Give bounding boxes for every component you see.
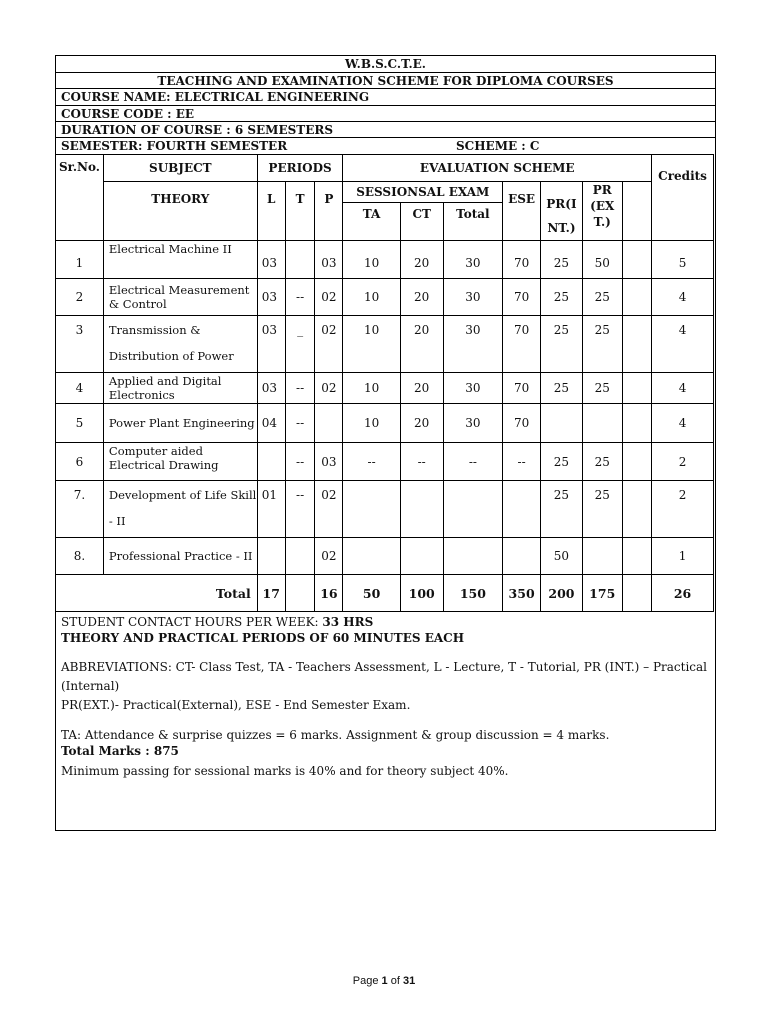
- table-row: [56, 404, 714, 443]
- row-credits: 4: [652, 316, 714, 373]
- row-l: 03: [257, 241, 285, 279]
- header-blank: [622, 182, 652, 241]
- scheme-sheet: [55, 55, 716, 831]
- row-pr-int: 50: [541, 538, 583, 575]
- table-row: [56, 279, 714, 316]
- table-row: [56, 538, 714, 575]
- course-name-row: [56, 89, 715, 106]
- total-pr-int: 200: [541, 575, 583, 612]
- row-ese: 70: [503, 241, 541, 279]
- row-credits: 4: [652, 373, 714, 404]
- header-pr-int: PR(I NT.): [541, 182, 583, 241]
- row-l: 03: [257, 316, 285, 373]
- row-subject: Transmission & Distribution of Power: [103, 316, 257, 373]
- row-ese: [503, 481, 541, 538]
- row-ct: [400, 538, 443, 575]
- row-t: _: [285, 316, 315, 373]
- row-srno: 7.: [56, 481, 104, 538]
- row-blank: [622, 443, 652, 481]
- row-ta: [343, 481, 400, 538]
- row-ta: 10: [343, 373, 400, 404]
- row-pr-ext: 25: [582, 443, 622, 481]
- page-total: 31: [402, 975, 416, 987]
- row-pr-ext: 25: [582, 316, 622, 373]
- row-ct: 20: [400, 316, 443, 373]
- row-p: 02: [315, 373, 343, 404]
- row-pr-int: 25: [541, 316, 583, 373]
- row-l: 03: [257, 279, 285, 316]
- row-pr-int: 25: [541, 443, 583, 481]
- minimum-passing: Minimum passing for sessional marks is 40% and for theory subject 40%.: [61, 764, 509, 778]
- header-ese: ESE: [503, 182, 541, 241]
- total-pr-ext: 175: [582, 575, 622, 612]
- total-row: [56, 575, 714, 612]
- row-t: [285, 538, 315, 575]
- row-ct: 20: [400, 404, 443, 443]
- row-ta: 10: [343, 316, 400, 373]
- row-srno: 5: [56, 404, 104, 443]
- row-srno: 1: [56, 241, 104, 279]
- header-t: T: [285, 182, 315, 241]
- row-t: [285, 241, 315, 279]
- table-row: [56, 316, 714, 373]
- row-total: 30: [443, 316, 503, 373]
- row-subject: Electrical Measurement & Control: [103, 279, 257, 316]
- total-l: 17: [257, 575, 285, 612]
- row-p: 02: [315, 279, 343, 316]
- row-ese: 70: [503, 373, 541, 404]
- total-ct: 100: [400, 575, 443, 612]
- row-ese: 70: [503, 404, 541, 443]
- total-ta: 50: [343, 575, 400, 612]
- row-credits: 5: [652, 241, 714, 279]
- duration-row: [56, 122, 715, 138]
- row-ta: 10: [343, 241, 400, 279]
- row-ese: --: [503, 443, 541, 481]
- row-t: --: [285, 481, 315, 538]
- row-ese: 70: [503, 316, 541, 373]
- org-title: W.B.S.C.T.E.: [345, 57, 426, 71]
- row-subject: Computer aided Electrical Drawing: [103, 443, 257, 481]
- row-ta: 10: [343, 279, 400, 316]
- contact-hours: STUDENT CONTACT HOURS PER WEEK: 33 HRS: [61, 615, 374, 629]
- row-l: 01: [257, 481, 285, 538]
- row-p: 02: [315, 316, 343, 373]
- row-pr-ext: 25: [582, 373, 622, 404]
- header-credits: Credits: [652, 155, 714, 241]
- row-credits: 2: [652, 443, 714, 481]
- course-code: COURSE CODE : EE: [61, 107, 195, 121]
- row-total: 30: [443, 404, 503, 443]
- page-footer: Page 1 of 31: [352, 975, 416, 987]
- row-l: 04: [257, 404, 285, 443]
- row-ct: 20: [400, 241, 443, 279]
- abbreviations-line-2: PR(EXT.)- Practical(External), ESE - End Semester Exam.: [61, 698, 411, 712]
- row-credits: 2: [652, 481, 714, 538]
- row-srno: 6: [56, 443, 104, 481]
- table-row: [56, 241, 714, 279]
- row-pr-ext: 50: [582, 241, 622, 279]
- row-ese: [503, 538, 541, 575]
- header-ta: TA: [343, 203, 400, 241]
- row-srno: 3: [56, 316, 104, 373]
- row-srno: 2: [56, 279, 104, 316]
- row-ta: [343, 538, 400, 575]
- row-srno: 8.: [56, 538, 104, 575]
- header-pr-ext: PR (EX T.): [582, 182, 622, 241]
- course-code-row: [56, 106, 715, 122]
- table-row: [56, 373, 714, 404]
- row-pr-int: 25: [541, 241, 583, 279]
- page-number: 1: [381, 975, 388, 987]
- scheme-title: TEACHING AND EXAMINATION SCHEME FOR DIPLOMA COURSES: [157, 74, 614, 88]
- row-blank: [622, 538, 652, 575]
- row-pr-int: 25: [541, 481, 583, 538]
- row-l: [257, 538, 285, 575]
- row-total: 30: [443, 279, 503, 316]
- row-pr-int: [541, 404, 583, 443]
- row-blank: [622, 316, 652, 373]
- row-pr-ext: 25: [582, 279, 622, 316]
- row-ct: 20: [400, 373, 443, 404]
- row-ct: --: [400, 443, 443, 481]
- row-subject: Power Plant Engineering: [103, 404, 257, 443]
- org-row: [56, 56, 715, 73]
- table-row: [56, 443, 714, 481]
- row-ta: 10: [343, 404, 400, 443]
- row-p: 02: [315, 538, 343, 575]
- row-total: --: [443, 443, 503, 481]
- total-credits: 26: [652, 575, 714, 612]
- row-subject: Electrical Machine II: [103, 241, 257, 279]
- header-p: P: [315, 182, 343, 241]
- row-subject: Development of Life Skill - II: [103, 481, 257, 538]
- total-total: 150: [443, 575, 503, 612]
- row-credits: 4: [652, 279, 714, 316]
- row-blank: [622, 404, 652, 443]
- header-subject: SUBJECT: [103, 155, 257, 182]
- row-credits: 1: [652, 538, 714, 575]
- duration: DURATION OF COURSE : 6 SEMESTERS: [61, 123, 333, 137]
- row-pr-ext: [582, 538, 622, 575]
- row-pr-ext: 25: [582, 481, 622, 538]
- row-total: 30: [443, 241, 503, 279]
- header-srno: Sr.No.: [56, 155, 104, 241]
- row-ct: [400, 481, 443, 538]
- header-l: L: [257, 182, 285, 241]
- row-t: --: [285, 373, 315, 404]
- row-ct: 20: [400, 279, 443, 316]
- row-blank: [622, 279, 652, 316]
- row-subject: Applied and Digital Electronics: [103, 373, 257, 404]
- row-credits: 4: [652, 404, 714, 443]
- row-subject: Professional Practice - II: [103, 538, 257, 575]
- abbreviations-line-1: ABBREVIATIONS: CT- Class Test, TA - Teachers Assessment, L - Lecture, T - Tutorial, PR (INT.) – Practical (Internal): [61, 660, 708, 693]
- row-t: --: [285, 443, 315, 481]
- total-blank: [622, 575, 652, 612]
- header-total: Total: [443, 203, 503, 241]
- row-blank: [622, 373, 652, 404]
- row-ese: 70: [503, 279, 541, 316]
- total-label: Total: [56, 575, 258, 612]
- row-l: [257, 443, 285, 481]
- header-sessional-exam: SESSIONSAL EXAM: [343, 182, 503, 203]
- row-p: [315, 404, 343, 443]
- period-duration: THEORY AND PRACTICAL PERIODS OF 60 MINUTES EACH: [61, 631, 465, 645]
- row-srno: 4: [56, 373, 104, 404]
- row-total: 30: [443, 373, 503, 404]
- row-p: 02: [315, 481, 343, 538]
- header-ct: CT: [400, 203, 443, 241]
- total-t: [285, 575, 315, 612]
- row-pr-int: 25: [541, 279, 583, 316]
- row-blank: [622, 481, 652, 538]
- semester-row: [56, 138, 715, 155]
- row-t: --: [285, 404, 315, 443]
- table-row: [56, 481, 714, 538]
- course-name: COURSE NAME: ELECTRICAL ENGINEERING: [61, 90, 370, 104]
- header-evaluation-scheme: EVALUATION SCHEME: [343, 155, 652, 182]
- row-p: 03: [315, 443, 343, 481]
- row-ta: --: [343, 443, 400, 481]
- total-marks: Total Marks : 875: [61, 744, 179, 758]
- row-total: [443, 481, 503, 538]
- header-periods: PERIODS: [257, 155, 343, 182]
- header-theory: THEORY: [103, 182, 257, 241]
- row-pr-int: 25: [541, 373, 583, 404]
- row-total: [443, 538, 503, 575]
- row-l: 03: [257, 373, 285, 404]
- total-ese: 350: [503, 575, 541, 612]
- scheme-code: SCHEME : C: [456, 139, 540, 153]
- evaluation-table: [55, 154, 714, 612]
- row-t: --: [285, 279, 315, 316]
- scheme-title-row: [56, 73, 715, 89]
- row-pr-ext: [582, 404, 622, 443]
- total-p: 16: [315, 575, 343, 612]
- notes-section: [61, 614, 711, 779]
- ta-note: TA: Attendance & surprise quizzes = 6 marks. Assignment & group discussion = 4 marks.: [61, 728, 610, 742]
- row-blank: [622, 241, 652, 279]
- row-p: 03: [315, 241, 343, 279]
- semester: SEMESTER: FOURTH SEMESTER: [61, 139, 288, 153]
